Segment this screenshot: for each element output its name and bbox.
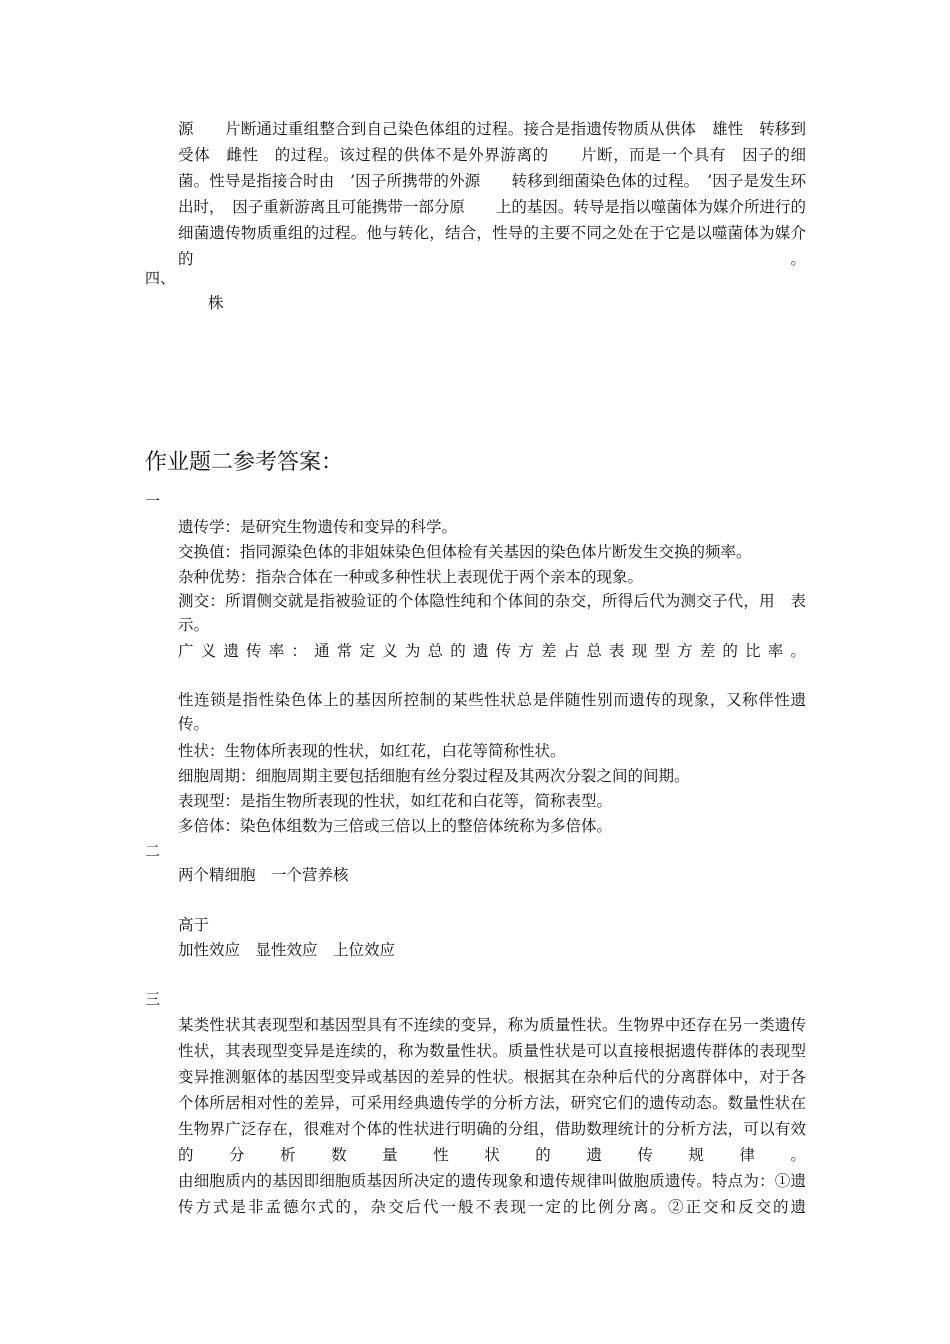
page-heading: 作业题二参考答案： — [145, 450, 344, 475]
answer-line: 高于 — [178, 916, 210, 934]
definition-item: 表现型：是指生物所表现的性状，如红花和白花等，简称表型。 — [178, 792, 613, 810]
section-three-paragraph: 由细胞质内的基因即细胞质基因所决定的遗传现象和遗传规律叫做胞质遗传。特点为：①遗传方式是非孟德尔式的，杂交后代一般不表现一定的比例分离。②正交和反交的遗 — [178, 1172, 806, 1216]
definition-item-sex-linkage: 性连锁是指性染色体上的基因所控制的某些性状总是伴随性别而遗传的现象，又称伴性遗传。 — [178, 691, 806, 733]
section-label-three: 三 — [145, 990, 161, 1008]
section-label-two: 二 — [145, 842, 161, 860]
definition-item-heritability: 广义遗传率：通常定义为总的遗传方差占总表现型方差的比率。 — [178, 642, 806, 660]
definition-item: 多倍体：染色体组数为三倍或三倍以上的整倍体统称为多倍体。 — [178, 817, 613, 835]
definition-item: 交换值：指同源染色体的非姐妹染色但体检有关基因的染色体片断发生交换的频率。 — [178, 543, 752, 561]
top-paragraph: 源 片断通过重组整合到自己染色体组的过程。接合是指遗传物质从供体 雄性 转移到受体 雌性 的过程。该过程的供体不是外界游离的 片断，而是一个具有 因子的细菌。性导是指接合时由 ’因子所携带的外源 转移到细菌染色体的过程。 ’因子是发生环出时， 因子重新游离且可能携带一部分原 上的基因。转导是指以噬菌体为媒介所进行的细菌遗传物质重组的过程。他与转化，结合，性导的主要不同之处在于它是以噬菌体为媒介的。 — [178, 120, 806, 268]
section-label-four: 四、 — [145, 269, 176, 287]
section-four-stub: 株 — [208, 294, 224, 312]
definition-item: 杂种优势：指杂合体在一种或多种性状上表现优于两个亲本的现象。 — [178, 568, 644, 586]
section-three-paragraph: 某类性状其表现型和基因型具有不连续的变异，称为质量性状。生物界中还存在另一类遗传性状，其表现型变异是连续的，称为数量性状。质量性状是可以直接根据遗传群体的表现型变异推测躯体的基因型变异或基因的差异的性状。根据其在杂种后代的分离群体中，对于各个体所居相对性的差异，可采用经典遗传学的分析方法，研究它们的遗传动态。数量性状在生物界广泛存在，很难对个体的性状进行明确的分组，借助数理统计的分析方法，可以有效的分析数量性状的遗传规律。 — [178, 1016, 806, 1164]
answer-line: 加性效应 显性效应 上位效应 — [178, 941, 396, 959]
definition-item: 细胞周期：细胞周期主要包括细胞有丝分裂过程及其两次分裂之间的间期。 — [178, 767, 690, 785]
definition-item-test-cross — [178, 589, 806, 637]
definition-item: 遗传学：是研究生物遗传和变异的科学。 — [178, 518, 458, 536]
definition-text: 测交：所谓侧交就是指被验证的个体隐性纯和个体间的杂交，所得后代为测交子代，用 表示。 — [178, 592, 806, 634]
section-label-one: 一 — [145, 492, 161, 510]
definition-item: 性状：生物体所表现的性状，如红花，白花等简称性状。 — [178, 742, 566, 760]
answer-line: 两个精细胞 一个营养核 — [178, 866, 349, 884]
